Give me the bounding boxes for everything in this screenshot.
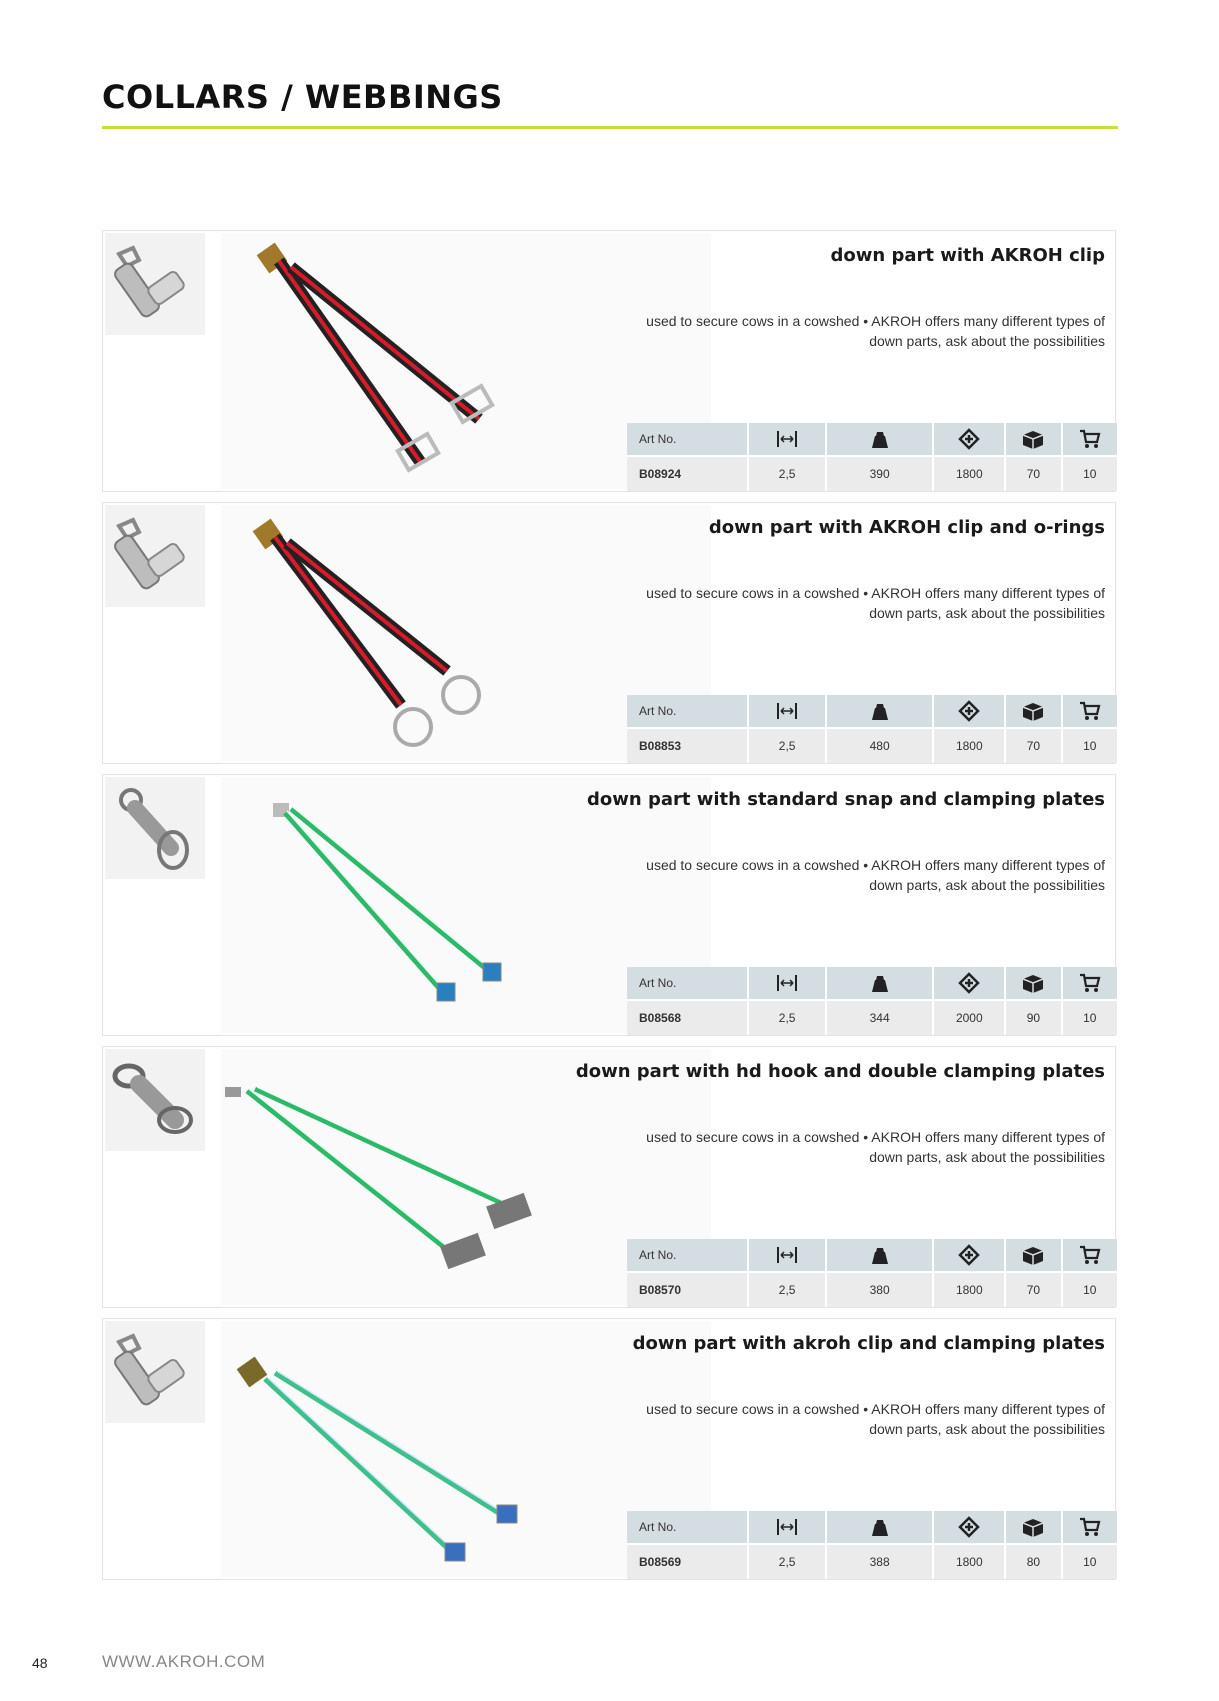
cart-icon bbox=[1078, 1244, 1102, 1266]
spec-table bbox=[627, 967, 1117, 1035]
snap-thumbnail bbox=[105, 777, 205, 879]
length-value: 2,5 bbox=[748, 1000, 825, 1035]
length-value: 2,5 bbox=[748, 1272, 825, 1307]
product-description: used to secure cows in a cowshed • AKROH offers many different types of down parts, ask about the possibilities bbox=[646, 313, 1105, 349]
box-value: 70 bbox=[1005, 456, 1061, 491]
art-no-header: Art No. bbox=[627, 1511, 748, 1544]
page-title: COLLARS / WEBBINGS bbox=[102, 78, 503, 116]
art-no: B08570 bbox=[627, 1272, 748, 1307]
website-link[interactable]: WWW.AKROH.COM bbox=[102, 1652, 266, 1671]
order-value: 10 bbox=[1062, 1544, 1117, 1579]
strength-value: 1800 bbox=[933, 1544, 1005, 1579]
art-no: B08853 bbox=[627, 728, 748, 763]
strength-icon bbox=[957, 700, 981, 722]
length-icon bbox=[775, 700, 799, 722]
order-value: 10 bbox=[1062, 1000, 1117, 1035]
art-no-header: Art No. bbox=[627, 695, 748, 728]
box-icon bbox=[1021, 428, 1045, 450]
art-no: B08569 bbox=[627, 1544, 748, 1579]
cart-icon bbox=[1078, 1516, 1102, 1538]
product-description: used to secure cows in a cowshed • AKROH offers many different types of down parts, ask about the possibilities bbox=[646, 1401, 1105, 1437]
box-value: 90 bbox=[1005, 1000, 1061, 1035]
product-description: used to secure cows in a cowshed • AKROH offers many different types of down parts, ask about the possibilities bbox=[646, 585, 1105, 621]
box-icon bbox=[1021, 700, 1045, 722]
weight-icon bbox=[868, 1244, 892, 1266]
cart-icon bbox=[1078, 700, 1102, 722]
strength-value: 1800 bbox=[933, 1272, 1005, 1307]
product-title: down part with AKROH clip and o-rings bbox=[708, 517, 1105, 538]
weight-icon bbox=[868, 428, 892, 450]
weight-value: 390 bbox=[826, 456, 934, 491]
art-no-header: Art No. bbox=[627, 423, 748, 456]
weight-value: 380 bbox=[826, 1272, 934, 1307]
length-icon bbox=[775, 972, 799, 994]
product-title: down part with akroh clip and clamping plates bbox=[632, 1333, 1105, 1354]
title-rule bbox=[102, 126, 1118, 129]
product-title: down part with AKROH clip bbox=[830, 245, 1105, 266]
hook-thumbnail bbox=[105, 1049, 205, 1151]
strength-icon bbox=[957, 428, 981, 450]
weight-icon bbox=[868, 700, 892, 722]
product-card bbox=[102, 1318, 1116, 1580]
weight-icon bbox=[868, 972, 892, 994]
box-icon bbox=[1021, 1244, 1045, 1266]
product-title: down part with standard snap and clamping plates bbox=[587, 789, 1105, 810]
cart-icon bbox=[1078, 972, 1102, 994]
strength-value: 1800 bbox=[933, 456, 1005, 491]
strength-value: 2000 bbox=[933, 1000, 1005, 1035]
product-card bbox=[102, 1046, 1116, 1308]
box-value: 80 bbox=[1005, 1544, 1061, 1579]
box-value: 70 bbox=[1005, 728, 1061, 763]
cart-icon bbox=[1078, 428, 1102, 450]
order-value: 10 bbox=[1062, 728, 1117, 763]
strength-icon bbox=[957, 972, 981, 994]
box-icon bbox=[1021, 972, 1045, 994]
product-card bbox=[102, 230, 1116, 492]
weight-value: 388 bbox=[826, 1544, 934, 1579]
spec-table bbox=[627, 695, 1117, 763]
spec-table bbox=[627, 423, 1117, 491]
spec-table bbox=[627, 1239, 1117, 1307]
length-value: 2,5 bbox=[748, 1544, 825, 1579]
weight-icon bbox=[868, 1516, 892, 1538]
strength-icon bbox=[957, 1244, 981, 1266]
product-card bbox=[102, 502, 1116, 764]
spec-table bbox=[627, 1511, 1117, 1579]
art-no: B08568 bbox=[627, 1000, 748, 1035]
weight-value: 344 bbox=[826, 1000, 934, 1035]
length-icon bbox=[775, 1244, 799, 1266]
product-description: used to secure cows in a cowshed • AKROH offers many different types of down parts, ask about the possibilities bbox=[646, 1129, 1105, 1165]
length-icon bbox=[775, 428, 799, 450]
length-icon bbox=[775, 1516, 799, 1538]
art-no-header: Art No. bbox=[627, 1239, 748, 1272]
box-icon bbox=[1021, 1516, 1045, 1538]
weight-value: 480 bbox=[826, 728, 934, 763]
clip-thumbnail bbox=[105, 505, 205, 607]
strength-value: 1800 bbox=[933, 728, 1005, 763]
box-value: 70 bbox=[1005, 1272, 1061, 1307]
clip-thumbnail bbox=[105, 1321, 205, 1423]
art-no-header: Art No. bbox=[627, 967, 748, 1000]
product-description: used to secure cows in a cowshed • AKROH offers many different types of down parts, ask about the possibilities bbox=[646, 857, 1105, 893]
order-value: 10 bbox=[1062, 1272, 1117, 1307]
art-no: B08924 bbox=[627, 456, 748, 491]
length-value: 2,5 bbox=[748, 456, 825, 491]
page-number: 48 bbox=[32, 1655, 48, 1671]
order-value: 10 bbox=[1062, 456, 1117, 491]
product-title: down part with hd hook and double clamping plates bbox=[575, 1061, 1105, 1082]
product-card bbox=[102, 774, 1116, 1036]
clip-thumbnail bbox=[105, 233, 205, 335]
length-value: 2,5 bbox=[748, 728, 825, 763]
strength-icon bbox=[957, 1516, 981, 1538]
